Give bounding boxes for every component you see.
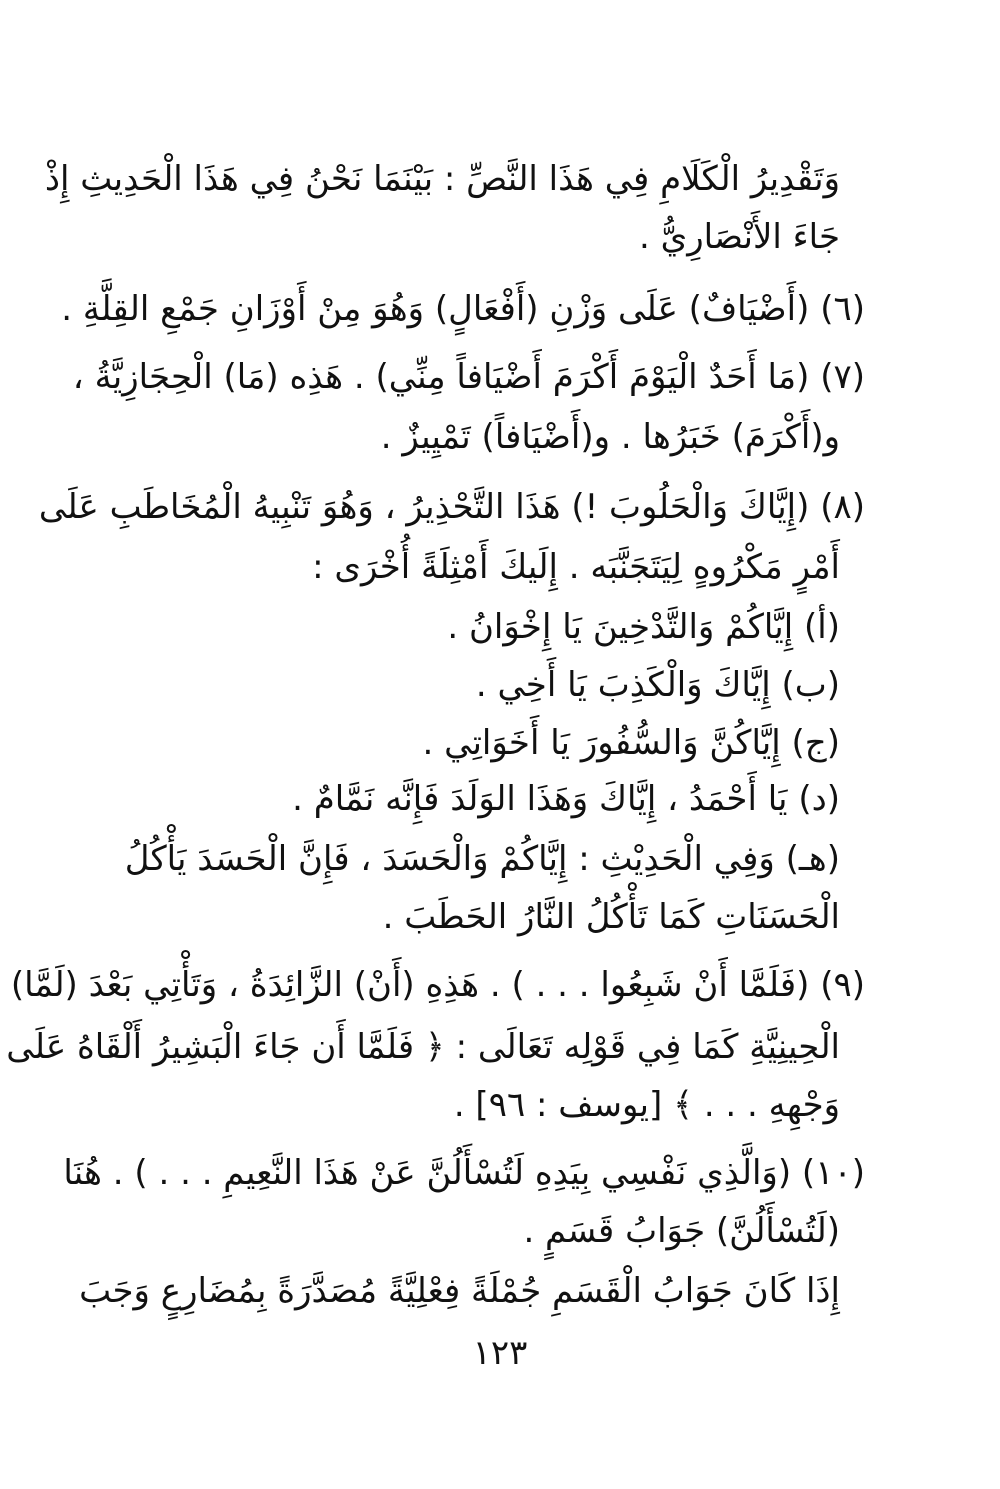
example-b: (ب) إِيَّاكَ وَالْكَذِبَ يَا أَخِي . <box>475 665 840 705</box>
text-line-final: إِذَا كَانَ جَوَابُ الْقَسَمِ جُمْلَةً فِعْلِيَّةً مُصَدَّرَةً بِمُضَارِعٍ وَجَبَ <box>79 1271 840 1311</box>
text-line-1: وَتَقْدِيرُ الْكَلَامِ فِي هَذَا النَّصِّ : بَيْنَمَا نَحْنُ فِي هَذَا الْحَدِيثِ إِذْ <box>44 159 840 199</box>
text-line-2: جَاءَ الأَنْصَارِيُّ . <box>639 217 840 257</box>
note-8-line-1: (٨) (إِيَّاكَ وَالْحَلُوبَ !) هَذَا التَّحْذِيرُ ، وَهُوَ تَنْبِيهُ الْمُخَاطَبِ عَلَى <box>38 487 865 527</box>
note-10-line-2: (لَتُسْأَلُنَّ) جَوَابُ قَسَمٍ . <box>523 1211 840 1251</box>
note-9-line-2: الْحِينِيَّةِ كَمَا فِي قَوْلِه تَعَالَى : ﴿ فَلَمَّا أَن جَاءَ الْبَشِيرُ أَلْقَاهُ عَلَى <box>6 1027 840 1067</box>
note-10-line-1: (١٠) (وَالَّذِي نَفْسِي بِيَدِهِ لَتُسْأَلُنَّ عَنْ هَذَا النَّعِيمِ . . . ) . هُنَا <box>63 1153 865 1193</box>
note-7-line-2: و(أَكْرَمَ) خَبَرُها . و(أَضْيَافاً) تَمْيِيزٌ . <box>380 417 840 457</box>
note-6-line-1: (٦) (أَضْيَافٌ) عَلَى وَزْنِ (أَفْعَالٍ) وَهُوَ مِنْ أَوْزَانِ جَمْعِ القِلَّةِ . <box>61 289 865 329</box>
note-9-line-1: (٩) (فَلَمَّا أَنْ شَبِعُوا . . . ) . هَذِهِ (أَنْ) الزَّائِدَةُ ، وَتَأْتِي بَعْدَ (لَمَّا) <box>10 965 865 1005</box>
example-e-line-2: الْحَسَنَاتِ كَمَا تَأْكُلُ النَّارُ الحَطَبَ . <box>382 897 840 937</box>
note-8-line-2: أَمْرٍ مَكْرُوهٍ لِيَتَجَنَّبَه . إِلَيكَ أَمْثِلَةً أُخْرَى : <box>312 547 840 587</box>
example-e-line-1: (هـ) وَفِي الْحَدِيْثِ : إِيَّاكُمْ وَالْحَسَدَ ، فَإِنَّ الْحَسَدَ يَأْكُلُ <box>124 839 840 879</box>
note-9-line-3: وَجْهِهِ . . . ﴾ [يوسف : ٩٦] . <box>453 1085 840 1125</box>
example-d: (د) يَا أَحْمَدُ ، إِيَّاكَ وَهَذَا الوَلَدَ فَإِنَّه نَمَّامٌ . <box>292 779 840 819</box>
page-number: ١٢٣ <box>472 1333 528 1373</box>
note-7-line-1: (٧) (مَا أَحَدٌ الْيَوْمَ أَكْرَمَ أَضْيَافاً مِنِّي) . هَذِه (مَا) الْحِجَازِيَّةُ ، <box>72 357 865 397</box>
example-a: (أ) إِيَّاكُمْ وَالتَّدْخِينَ يَا إِخْوَانُ . <box>447 607 840 647</box>
example-c: (ج) إِيَّاكُنَّ وَالسُّفُورَ يَا أَخَوَاتِي . <box>422 723 840 763</box>
